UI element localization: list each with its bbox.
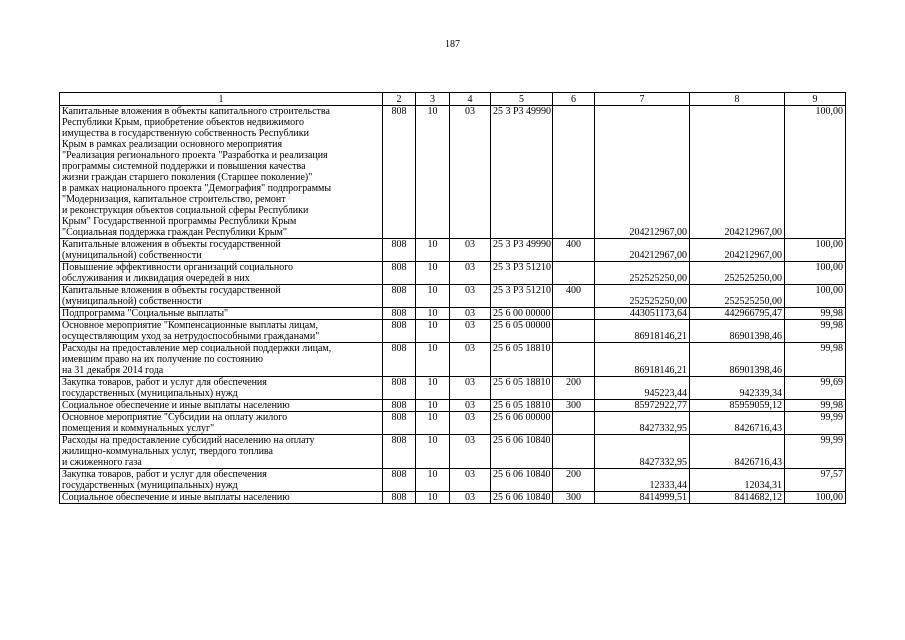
item-name-line: Капитальные вложения в объекты капитального строительства bbox=[62, 106, 330, 117]
planned-amount-cell: 8427332,95 bbox=[595, 412, 690, 435]
target-article-cell: 25 3 Р3 51210 bbox=[491, 285, 553, 308]
expense-type-cell bbox=[553, 320, 595, 343]
ministry-code-cell: 808 bbox=[383, 262, 416, 285]
item-name-line: Основное мероприятие "Компенсационные выплаты лицам, bbox=[62, 320, 318, 331]
subsection-code-cell: 03 bbox=[450, 239, 491, 262]
header-cell: 7 bbox=[595, 93, 690, 106]
subsection-code-cell: 03 bbox=[450, 308, 491, 320]
section-code-cell: 10 bbox=[416, 435, 450, 469]
planned-amount-cell: 8427332,95 bbox=[595, 435, 690, 469]
item-name-cell bbox=[60, 400, 383, 412]
expense-type-cell: 200 bbox=[553, 469, 595, 492]
item-name-line: жизни граждан старшего поколения (Старшее поколение)" bbox=[62, 172, 313, 183]
header-cell: 9 bbox=[785, 93, 846, 106]
table-row bbox=[60, 412, 846, 435]
subsection-code-cell: 03 bbox=[450, 492, 491, 504]
ministry-code-cell: 808 bbox=[383, 308, 416, 320]
executed-amount-cell: 204212967,00 bbox=[690, 106, 785, 239]
expense-type-cell: 300 bbox=[553, 400, 595, 412]
executed-amount-cell: 204212967,00 bbox=[690, 239, 785, 262]
table-row bbox=[60, 308, 846, 320]
item-name-cell bbox=[60, 469, 383, 492]
section-code-cell: 10 bbox=[416, 308, 450, 320]
execution-percent-cell: 100,00 bbox=[785, 492, 846, 504]
item-name-line: помещения и коммунальных услуг" bbox=[62, 423, 215, 434]
subsection-code-cell: 03 bbox=[450, 469, 491, 492]
execution-percent-cell: 97,57 bbox=[785, 469, 846, 492]
planned-amount-cell: 945223,44 bbox=[595, 377, 690, 400]
table-header-row bbox=[60, 93, 846, 106]
item-name-cell bbox=[60, 106, 383, 239]
item-name-line: имевшим право на их получение по состоянию bbox=[62, 354, 263, 365]
item-name-cell bbox=[60, 320, 383, 343]
expense-type-cell bbox=[553, 106, 595, 239]
planned-amount-cell: 204212967,00 bbox=[595, 239, 690, 262]
execution-percent-cell: 100,00 bbox=[785, 106, 846, 239]
planned-amount-cell: 252525250,00 bbox=[595, 285, 690, 308]
executed-amount-cell: 942339,34 bbox=[690, 377, 785, 400]
item-name-line: Закупка товаров, работ и услуг для обеспечения bbox=[62, 469, 267, 480]
item-name-line: государственных (муниципальных) нужд bbox=[62, 388, 238, 399]
expense-type-cell bbox=[553, 412, 595, 435]
section-code-cell: 10 bbox=[416, 343, 450, 377]
ministry-code-cell: 808 bbox=[383, 469, 416, 492]
item-name-line: Социальное обеспечение и иные выплаты населению bbox=[62, 492, 290, 503]
table-row bbox=[60, 492, 846, 504]
subsection-code-cell: 03 bbox=[450, 320, 491, 343]
target-article-cell: 25 6 05 00000 bbox=[491, 320, 553, 343]
item-name-line: Расходы на предоставление субсидий населению на оплату bbox=[62, 435, 315, 446]
execution-percent-cell: 99,98 bbox=[785, 400, 846, 412]
item-name-line: Закупка товаров, работ и услуг для обеспечения bbox=[62, 377, 267, 388]
table-row bbox=[60, 400, 846, 412]
planned-amount-cell: 443051173,64 bbox=[595, 308, 690, 320]
ministry-code-cell: 808 bbox=[383, 320, 416, 343]
execution-percent-cell: 100,00 bbox=[785, 285, 846, 308]
target-article-cell: 25 6 06 10840 bbox=[491, 492, 553, 504]
header-cell: 3 bbox=[416, 93, 450, 106]
item-name-line: обслуживания и ликвидация очередей в них bbox=[62, 273, 250, 284]
ministry-code-cell: 808 bbox=[383, 400, 416, 412]
item-name-line: Крым в рамках реализации основного мероприятия bbox=[62, 139, 283, 150]
planned-amount-cell: 86918146,21 bbox=[595, 320, 690, 343]
target-article-cell: 25 3 Р3 51210 bbox=[491, 262, 553, 285]
expense-type-cell: 400 bbox=[553, 285, 595, 308]
section-code-cell: 10 bbox=[416, 285, 450, 308]
executed-amount-cell: 8414682,12 bbox=[690, 492, 785, 504]
table-row bbox=[60, 435, 846, 469]
execution-percent-cell: 100,00 bbox=[785, 239, 846, 262]
executed-amount-cell: 252525250,00 bbox=[690, 285, 785, 308]
expense-type-cell: 200 bbox=[553, 377, 595, 400]
ministry-code-cell: 808 bbox=[383, 377, 416, 400]
table-row bbox=[60, 262, 846, 285]
subsection-code-cell: 03 bbox=[450, 400, 491, 412]
section-code-cell: 10 bbox=[416, 412, 450, 435]
target-article-cell: 25 6 06 10840 bbox=[491, 435, 553, 469]
table-row bbox=[60, 469, 846, 492]
execution-percent-cell: 99,98 bbox=[785, 308, 846, 320]
item-name-line: "Модернизация, капитальное строительство, ремонт bbox=[62, 194, 286, 205]
ministry-code-cell: 808 bbox=[383, 239, 416, 262]
item-name-line: и сжиженного газа bbox=[62, 457, 142, 468]
header-cell: 1 bbox=[60, 93, 383, 106]
item-name-line: Подпрограмма "Социальные выплаты" bbox=[62, 308, 229, 319]
table-row bbox=[60, 377, 846, 400]
item-name-cell bbox=[60, 343, 383, 377]
execution-percent-cell: 99,98 bbox=[785, 320, 846, 343]
header-cell: 8 bbox=[690, 93, 785, 106]
subsection-code-cell: 03 bbox=[450, 285, 491, 308]
item-name-line: Крым" Государственной программы Республики Крым bbox=[62, 216, 297, 227]
expense-type-cell bbox=[553, 262, 595, 285]
ministry-code-cell: 808 bbox=[383, 435, 416, 469]
target-article-cell: 25 3 Р3 49990 bbox=[491, 106, 553, 239]
item-name-line: Социальное обеспечение и иные выплаты населению bbox=[62, 400, 290, 411]
item-name-line: Капитальные вложения в объекты государственной bbox=[62, 239, 281, 250]
item-name-line: "Социальная поддержка граждан Республики Крым" bbox=[62, 227, 287, 238]
item-name-line: государственных (муниципальных) нужд bbox=[62, 480, 238, 491]
expense-type-cell: 400 bbox=[553, 239, 595, 262]
execution-percent-cell: 99,99 bbox=[785, 435, 846, 469]
header-cell: 4 bbox=[450, 93, 491, 106]
ministry-code-cell: 808 bbox=[383, 106, 416, 239]
table-row bbox=[60, 106, 846, 239]
section-code-cell: 10 bbox=[416, 492, 450, 504]
target-article-cell: 25 6 06 10840 bbox=[491, 469, 553, 492]
item-name-cell bbox=[60, 262, 383, 285]
execution-percent-cell: 99,69 bbox=[785, 377, 846, 400]
table-row bbox=[60, 239, 846, 262]
ministry-code-cell: 808 bbox=[383, 343, 416, 377]
subsection-code-cell: 03 bbox=[450, 412, 491, 435]
planned-amount-cell: 86918146,21 bbox=[595, 343, 690, 377]
ministry-code-cell: 808 bbox=[383, 285, 416, 308]
execution-percent-cell: 100,00 bbox=[785, 262, 846, 285]
expense-type-cell bbox=[553, 308, 595, 320]
executed-amount-cell: 8426716,43 bbox=[690, 412, 785, 435]
ministry-code-cell: 808 bbox=[383, 492, 416, 504]
item-name-line: и реконструкция объектов социальной сферы Республики bbox=[62, 205, 309, 216]
planned-amount-cell: 85972922,77 bbox=[595, 400, 690, 412]
item-name-line: жилищно-коммунальных услуг, твердого топлива bbox=[62, 446, 273, 457]
item-name-line: Основное мероприятие "Субсидии на оплату жилого bbox=[62, 412, 288, 423]
section-code-cell: 10 bbox=[416, 400, 450, 412]
target-article-cell: 25 6 05 18810 bbox=[491, 377, 553, 400]
expense-type-cell: 300 bbox=[553, 492, 595, 504]
item-name-cell bbox=[60, 492, 383, 504]
executed-amount-cell: 442966795,47 bbox=[690, 308, 785, 320]
item-name-line: Повышение эффективности организаций социального bbox=[62, 262, 294, 273]
planned-amount-cell: 252525250,00 bbox=[595, 262, 690, 285]
section-code-cell: 10 bbox=[416, 262, 450, 285]
section-code-cell: 10 bbox=[416, 469, 450, 492]
item-name-cell bbox=[60, 308, 383, 320]
ministry-code-cell: 808 bbox=[383, 412, 416, 435]
target-article-cell: 25 6 05 18810 bbox=[491, 400, 553, 412]
item-name-line: Капитальные вложения в объекты государственной bbox=[62, 285, 281, 296]
item-name-line: (муниципальной) собственности bbox=[62, 250, 202, 261]
item-name-cell bbox=[60, 412, 383, 435]
header-cell: 6 bbox=[553, 93, 595, 106]
subsection-code-cell: 03 bbox=[450, 343, 491, 377]
item-name-line: на 31 декабря 2014 года bbox=[62, 365, 164, 376]
subsection-code-cell: 03 bbox=[450, 377, 491, 400]
executed-amount-cell: 85959059,12 bbox=[690, 400, 785, 412]
section-code-cell: 10 bbox=[416, 239, 450, 262]
item-name-line: программы системной поддержки и повышения качества bbox=[62, 161, 306, 172]
item-name-line: осуществляющим уход за нетрудоспособными гражданами" bbox=[62, 331, 320, 342]
executed-amount-cell: 12034,31 bbox=[690, 469, 785, 492]
executed-amount-cell: 86901398,46 bbox=[690, 320, 785, 343]
executed-amount-cell: 86901398,46 bbox=[690, 343, 785, 377]
expense-type-cell bbox=[553, 343, 595, 377]
planned-amount-cell: 8414999,51 bbox=[595, 492, 690, 504]
item-name-line: Расходы на предоставление мер социальной поддержки лицам, bbox=[62, 343, 332, 354]
target-article-cell: 25 6 00 00000 bbox=[491, 308, 553, 320]
section-code-cell: 10 bbox=[416, 320, 450, 343]
item-name-cell bbox=[60, 239, 383, 262]
expense-type-cell bbox=[553, 435, 595, 469]
item-name-line: в рамках национального проекта "Демография" подпрограммы bbox=[62, 183, 332, 194]
subsection-code-cell: 03 bbox=[450, 262, 491, 285]
section-code-cell: 10 bbox=[416, 377, 450, 400]
subsection-code-cell: 03 bbox=[450, 106, 491, 239]
header-cell: 5 bbox=[491, 93, 553, 106]
table-body bbox=[60, 106, 846, 504]
executed-amount-cell: 8426716,43 bbox=[690, 435, 785, 469]
table-row bbox=[60, 320, 846, 343]
execution-percent-cell: 99,99 bbox=[785, 412, 846, 435]
item-name-cell bbox=[60, 285, 383, 308]
section-code-cell: 10 bbox=[416, 106, 450, 239]
page-number: 187 bbox=[445, 39, 460, 50]
target-article-cell: 25 6 05 18810 bbox=[491, 343, 553, 377]
item-name-line: имущества в государственную собственность Республики bbox=[62, 128, 309, 139]
planned-amount-cell: 204212967,00 bbox=[595, 106, 690, 239]
table-row bbox=[60, 343, 846, 377]
item-name-line: "Реализация регионального проекта "Разработка и реализация bbox=[62, 150, 328, 161]
target-article-cell: 25 3 Р3 49990 bbox=[491, 239, 553, 262]
execution-percent-cell: 99,98 bbox=[785, 343, 846, 377]
planned-amount-cell: 12333,44 bbox=[595, 469, 690, 492]
item-name-cell bbox=[60, 377, 383, 400]
item-name-line: (муниципальной) собственности bbox=[62, 296, 202, 307]
subsection-code-cell: 03 bbox=[450, 435, 491, 469]
header-cell: 2 bbox=[383, 93, 416, 106]
executed-amount-cell: 252525250,00 bbox=[690, 262, 785, 285]
item-name-line: Республики Крым, приобретение объектов недвижимого bbox=[62, 117, 304, 128]
table-row bbox=[60, 285, 846, 308]
budget-table bbox=[59, 92, 846, 504]
target-article-cell: 25 6 06 00000 bbox=[491, 412, 553, 435]
item-name-cell bbox=[60, 435, 383, 469]
